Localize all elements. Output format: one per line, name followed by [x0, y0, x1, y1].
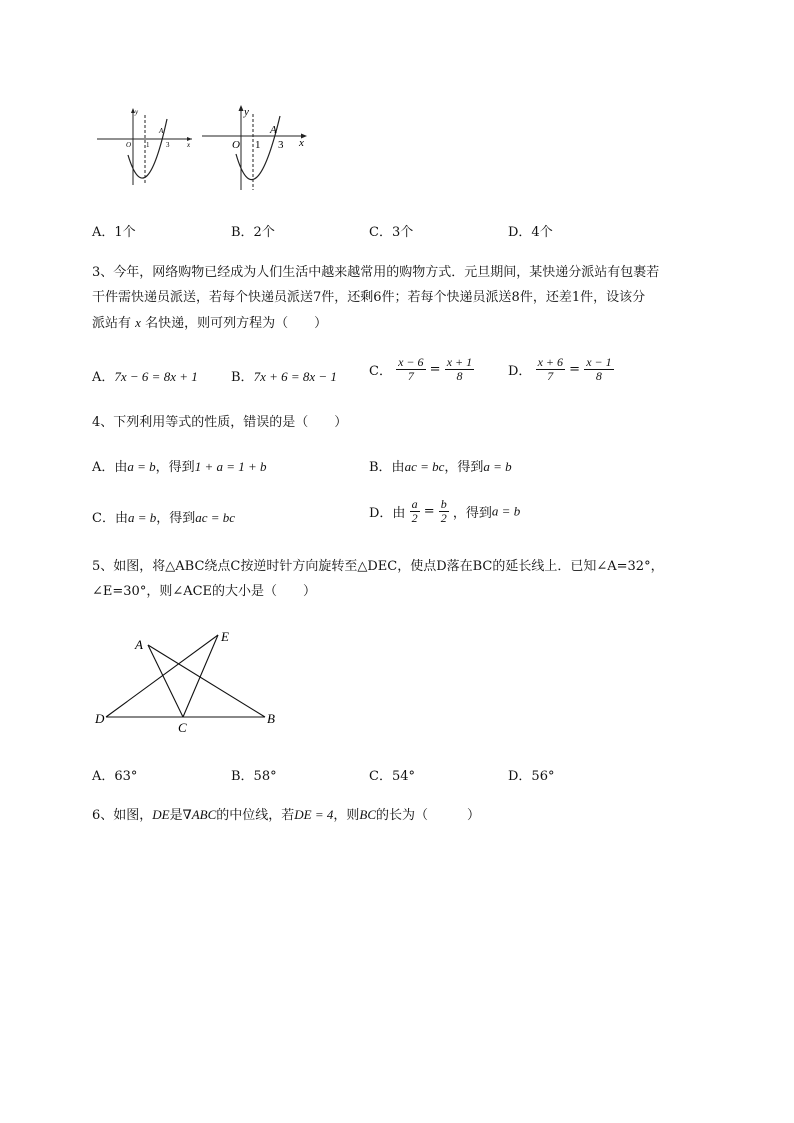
- q5-stem-line2: ∠E=30°，则∠ACE的大小是（ ）: [92, 584, 317, 599]
- q2-option-b: B．2个: [231, 225, 275, 240]
- q4-option-a: A．由a = b，得到1 + a = 1 + b: [92, 459, 267, 475]
- point-d-label: D: [95, 711, 105, 726]
- point-c-label: C: [178, 720, 187, 735]
- q5-option-b: B．58°: [231, 769, 277, 784]
- graph2-origin-label: O: [232, 139, 240, 151]
- q3-option-c: C． $\frac{x - 6}{7}$ = $\frac{x + 1}{8}$: [369, 355, 473, 383]
- q5-stem-line1: 5、如图，将△ABC绕点C按逆时针方向旋转至△DEC，使点D落在BC的延长线上．已知∠A=32°，: [92, 559, 664, 574]
- graph2-a-label: A: [270, 124, 277, 136]
- q4-option-c: C．由a = b，得到ac = bc: [92, 510, 236, 526]
- graph1-origin-label: O: [126, 141, 132, 149]
- q3-option-a: A．7x − 6 = 8x + 1: [92, 369, 198, 385]
- graph2-one-label: 1: [255, 139, 261, 151]
- q5-option-d: D．56°: [508, 769, 555, 784]
- graph1-one-label: 1: [146, 141, 150, 149]
- q4-stem: 4、下列利用等式的性质，错误的是（ ）: [92, 415, 348, 430]
- q2-option-a: A．1个: [92, 225, 136, 240]
- graph2-three-label: 3: [278, 139, 284, 151]
- q3-option-b: B．7x + 6 = 8x − 1: [231, 369, 337, 385]
- graph1-y-label: y: [135, 108, 139, 116]
- point-e-label: E: [221, 629, 229, 644]
- q3-stem-line3: 派站有 x 名快递，则可列方程为（ ）: [92, 315, 328, 331]
- q2-option-d: D．4个: [508, 225, 553, 240]
- q3-option-d: D． $\frac{x + 6}{7}$ = $\frac{x - 1}{8}$: [508, 355, 612, 383]
- q3-stem-line1: 3、今年，网络购物已经成为人们生活中越来越常用的购物方式．元旦期间，某快递分派站有包裹若: [92, 265, 660, 280]
- graph2-y-label: y: [244, 106, 249, 118]
- q6-stem: 6、如图，DE是∇ABC的中位线，若DE = 4，则BC的长为（ ）: [92, 807, 481, 823]
- parabola-graph-large: [200, 102, 310, 192]
- parabola-graph-small: [95, 105, 195, 190]
- q5-option-a: A．63°: [92, 769, 138, 784]
- point-b-label: B: [267, 711, 275, 726]
- graph2-x-label: x: [299, 137, 304, 149]
- q4-option-b: B．由ac = bc，得到a = b: [369, 459, 512, 475]
- graph1-a-label: A: [159, 127, 164, 135]
- graph1-x-label: x: [187, 141, 191, 149]
- q5-option-c: C．54°: [369, 769, 415, 784]
- rotated-triangle-figure: [90, 625, 290, 740]
- point-a-label: A: [135, 637, 143, 652]
- q3-stem-line2: 干件需快递员派送，若每个快递员派送7件，还剩6件；若每个快递员派送8件，还差1件，设该分: [92, 290, 646, 305]
- q4-option-d: D．由 $\frac{a}{2}$ = $\frac{b}{2}$ ，得到a = b: [369, 497, 521, 525]
- q2-option-c: C．3个: [369, 225, 414, 240]
- graph1-three-label: 3: [166, 141, 170, 149]
